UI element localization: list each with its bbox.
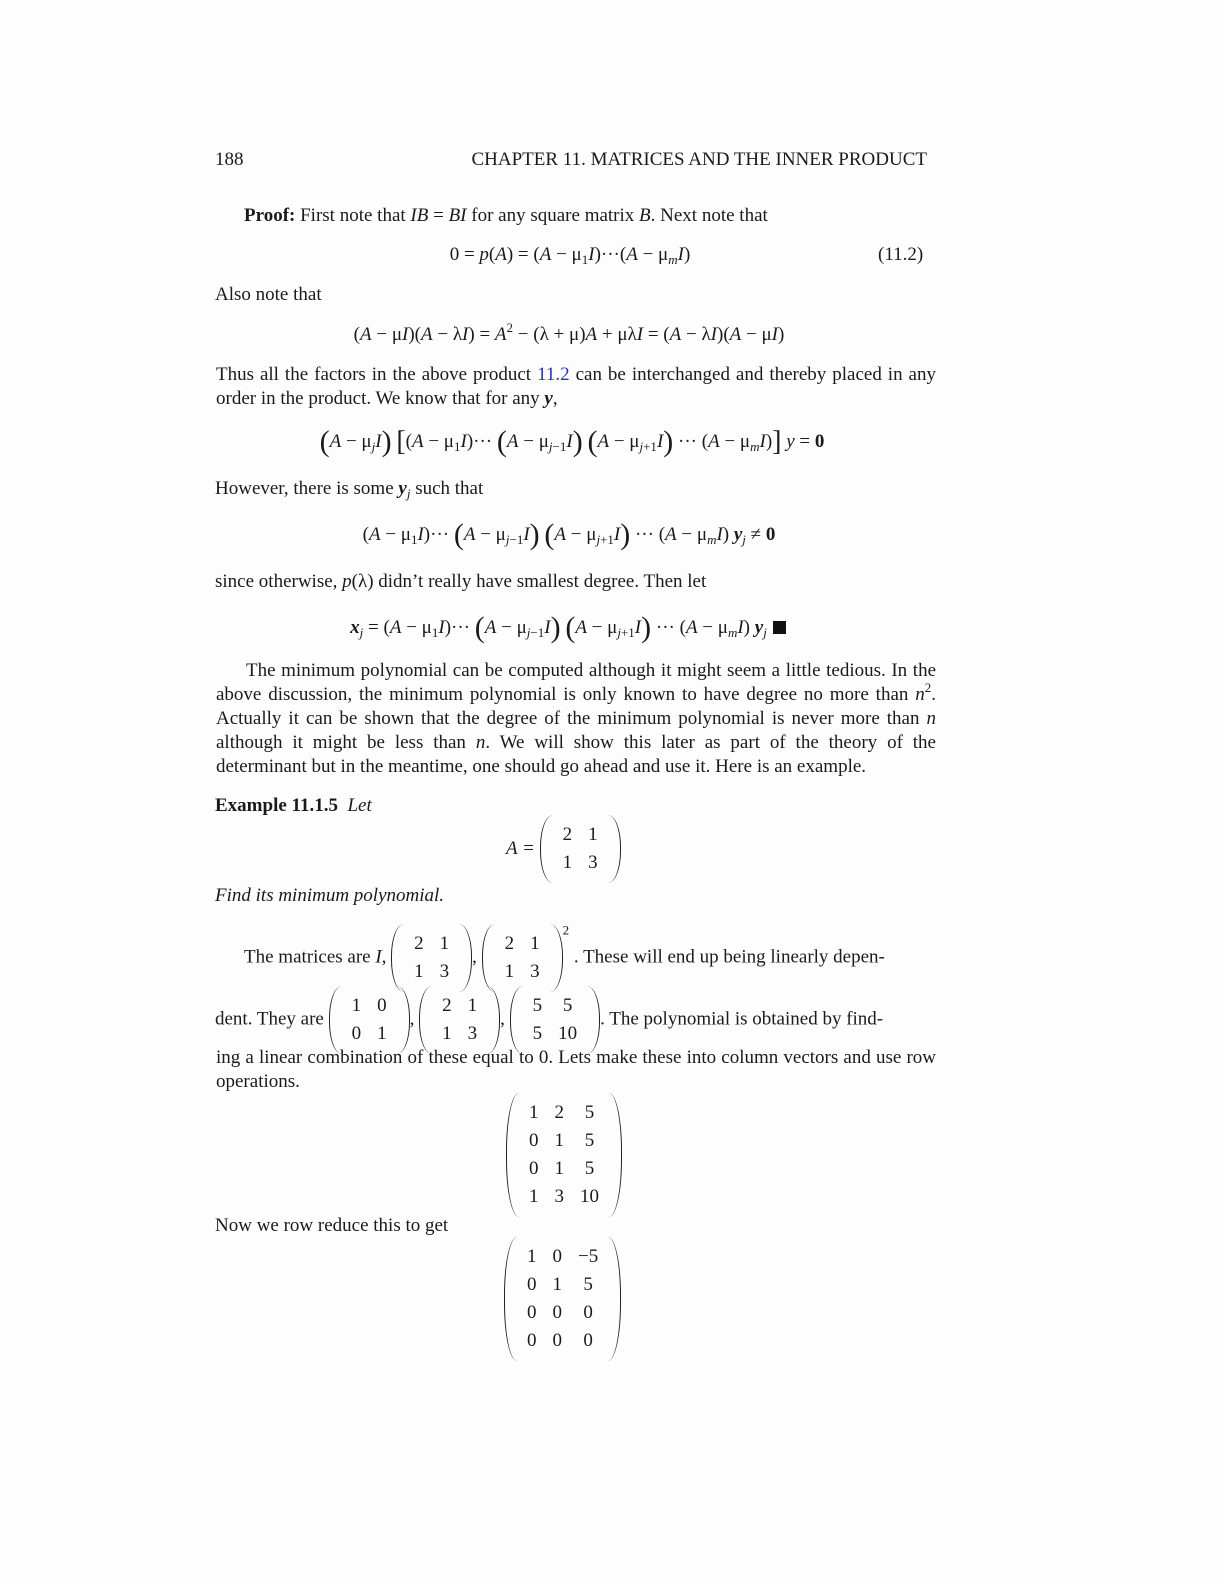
matrix-entry: 1: [552, 1274, 562, 1295]
matrix-entry: 1: [527, 1246, 537, 1267]
right-paren: [487, 986, 500, 1054]
column-vector-matrix: [506, 1093, 622, 1217]
matrix-entry: 1: [467, 995, 478, 1016]
matrix-entry: 3: [588, 852, 598, 873]
right-paren: [609, 1093, 622, 1217]
matrix-entry: 1: [554, 1158, 564, 1179]
proof-intro: Proof: First note that IB = BI for any square matrix B. Next note that: [244, 205, 768, 226]
matrix-a-power-1: [419, 986, 500, 1054]
reduced-matrix: [504, 1237, 621, 1361]
matrix-entry: 5: [584, 1158, 595, 1179]
row-reduce-text: Now we row reduce this to get: [215, 1215, 449, 1236]
matrix-entry: 5: [532, 995, 543, 1016]
identity-matrix: [329, 986, 410, 1054]
matrix-entry: 0: [527, 1274, 537, 1295]
reduced-matrix-wrap: [504, 1237, 621, 1361]
matrix-a: [540, 815, 621, 883]
example-heading: Example 11.1.5 Let: [215, 795, 372, 816]
matrix-entry: 0: [552, 1246, 562, 1267]
matrix-entry: 0: [527, 1330, 537, 1351]
qed-square-icon: [773, 621, 786, 634]
matrix-entry: 1: [414, 961, 424, 982]
matrix-entry: 2: [554, 1102, 564, 1123]
right-paren: [608, 1237, 621, 1361]
matrix-entry: 0: [529, 1130, 539, 1151]
matrix-entry: 1: [442, 1023, 452, 1044]
matrix-entry: 1: [529, 1186, 539, 1207]
matrix-entry: 1: [351, 995, 362, 1016]
matrix-entry: 1: [529, 1102, 539, 1123]
column-vector-matrix-wrap: [506, 1093, 622, 1217]
since-text: since otherwise, p(λ) didn’t really have smallest degree. Then let: [215, 571, 707, 592]
right-paren: [587, 986, 600, 1054]
example-label: Example 11.1.5: [215, 795, 338, 816]
matrix-entry: 2: [504, 933, 515, 954]
matrix-entry: 3: [530, 961, 540, 982]
dent-line: dent. They are 1 0 0 1 , 2 1 1 3 , 5 5 5 10 . The polynomial is obtained by find-: [215, 986, 883, 1054]
commute-equation: $(A - \mu I)(A - \lambda I) = A^2 - (\lambda + \mu)A + \mu\lambda I = (A - \lambda I)(A - \mu I)$: [353, 320, 785, 345]
left-paren: [540, 815, 553, 883]
left-paren: [482, 924, 495, 992]
matrices-line: The matrices are I, 2 1 1 3 , 2 1 1 3 $^2$ . These will end up being linearly depen-: [244, 924, 885, 992]
right-paren: [397, 986, 410, 1054]
however-text: However, there is some $y_j$ such that: [215, 478, 484, 501]
matrix-entry: 0: [583, 1302, 593, 1323]
matrix-entry: 5: [584, 1130, 595, 1151]
matrix-entry: 5: [532, 1023, 543, 1044]
left-paren: [510, 986, 523, 1054]
matrix-entry: 0: [529, 1158, 539, 1179]
find-text: Find its minimum polynomial.: [215, 885, 445, 906]
right-paren: [550, 924, 563, 992]
matrix-entry: 0: [552, 1302, 562, 1323]
matrix-a-repeat: [391, 924, 472, 992]
matrix-a-power-2: [510, 986, 601, 1054]
left-paren: [329, 986, 342, 1054]
matrix-entry: 5: [584, 1102, 595, 1123]
xj-definition: $x_j = (A - \mu_1I)\cdot\cdot\cdot (A - \mu_{j-1}I) (A - \mu_{j+1}I)$ ··· $(A - \mu_mI)$ $y_j$: [0, 616, 1180, 640]
matrix-entry: 1: [530, 933, 540, 954]
thus-paragraph: Thus all the factors in the above product 11.2 can be interchanged and thereby placed in any order in the product. We know that for any y,: [216, 364, 936, 409]
running-title: CHAPTER 11. MATRICES AND THE INNER PRODUCT: [471, 149, 927, 170]
matrix-entry: 1: [377, 1023, 387, 1044]
matrix-entry: −5: [578, 1246, 599, 1267]
matrix-entry: 1: [554, 1130, 564, 1151]
page-number: 188: [215, 149, 244, 170]
equation-11-2: $0 = p(A) = (A - \mu_1I)\cdot\cdot\cdot(A - \mu_mI)$: [449, 244, 691, 267]
matrix-entry: 0: [552, 1330, 562, 1351]
combo-paragraph: ing a linear combination of these equal to 0. Lets make these into column vectors and use row operations.: [216, 1047, 936, 1092]
left-paren: [506, 1093, 519, 1217]
matrix-entry: 0: [583, 1330, 593, 1351]
matrix-entry: 1: [562, 852, 573, 873]
left-paren: [504, 1237, 517, 1361]
matrix-entry: 3: [439, 961, 450, 982]
matrix-entry: 1: [439, 933, 450, 954]
right-paren: [608, 815, 621, 883]
also-note-text: Also note that: [215, 284, 322, 305]
nonzero-equation: $(A - \mu_1I)\cdot\cdot\cdot (A - \mu_{j-1}I)$ $(A - \mu_{j+1}I)$ ··· $(A - \mu_mI)$ $y_j \ne 0$: [362, 518, 776, 551]
matrix-entry: 0: [527, 1302, 537, 1323]
matrix-entry: 0: [377, 995, 387, 1016]
matrix-entry: 1: [504, 961, 515, 982]
min-poly-paragraph: The minimum polynomial can be computed although it might seem a little tedious. In the above discussion, the minimum polynomial is only known to have degree no more than $n^2$. Actually it can be shown that the degree of the minimum polynomial is never more than n although it might be less than n. We will show this later as part of the theory of the determinant but in the meantime, one should go ahead and use it. Here is an example.: [216, 660, 936, 777]
matrix-entry: 2: [562, 824, 573, 845]
matrix-entry: 10: [580, 1186, 599, 1207]
matrix-a-squared: [482, 924, 563, 992]
equation-number: (11.2): [878, 244, 924, 265]
matrix-entry: 5: [562, 995, 573, 1016]
right-paren: [459, 924, 472, 992]
matrix-entry: 3: [467, 1023, 478, 1044]
matrix-entry: 3: [554, 1186, 564, 1207]
matrix-entry: 2: [442, 995, 452, 1016]
matrix-a-definition: A = 2 1 1 3: [506, 815, 621, 883]
proof-label: Proof:: [244, 205, 296, 226]
matrix-entry: 1: [588, 824, 598, 845]
matrix-entry: 5: [583, 1274, 593, 1295]
matrix-entry: 2: [414, 933, 424, 954]
matrix-entry: 10: [558, 1023, 578, 1044]
equation-ref-link[interactable]: 11.2: [537, 364, 570, 385]
matrix-entry: 0: [351, 1023, 362, 1044]
left-paren: [391, 924, 404, 992]
left-paren: [419, 986, 432, 1054]
product-zero-equation: $(A - \mu_jI)$ [$(A - \mu_1I)\cdot\cdot\cdot (A - \mu_{j-1}I)$ $(A - \mu_{j+1}I)$ ··· $(A - \mu_mI)$] y = 0: [319, 425, 825, 458]
